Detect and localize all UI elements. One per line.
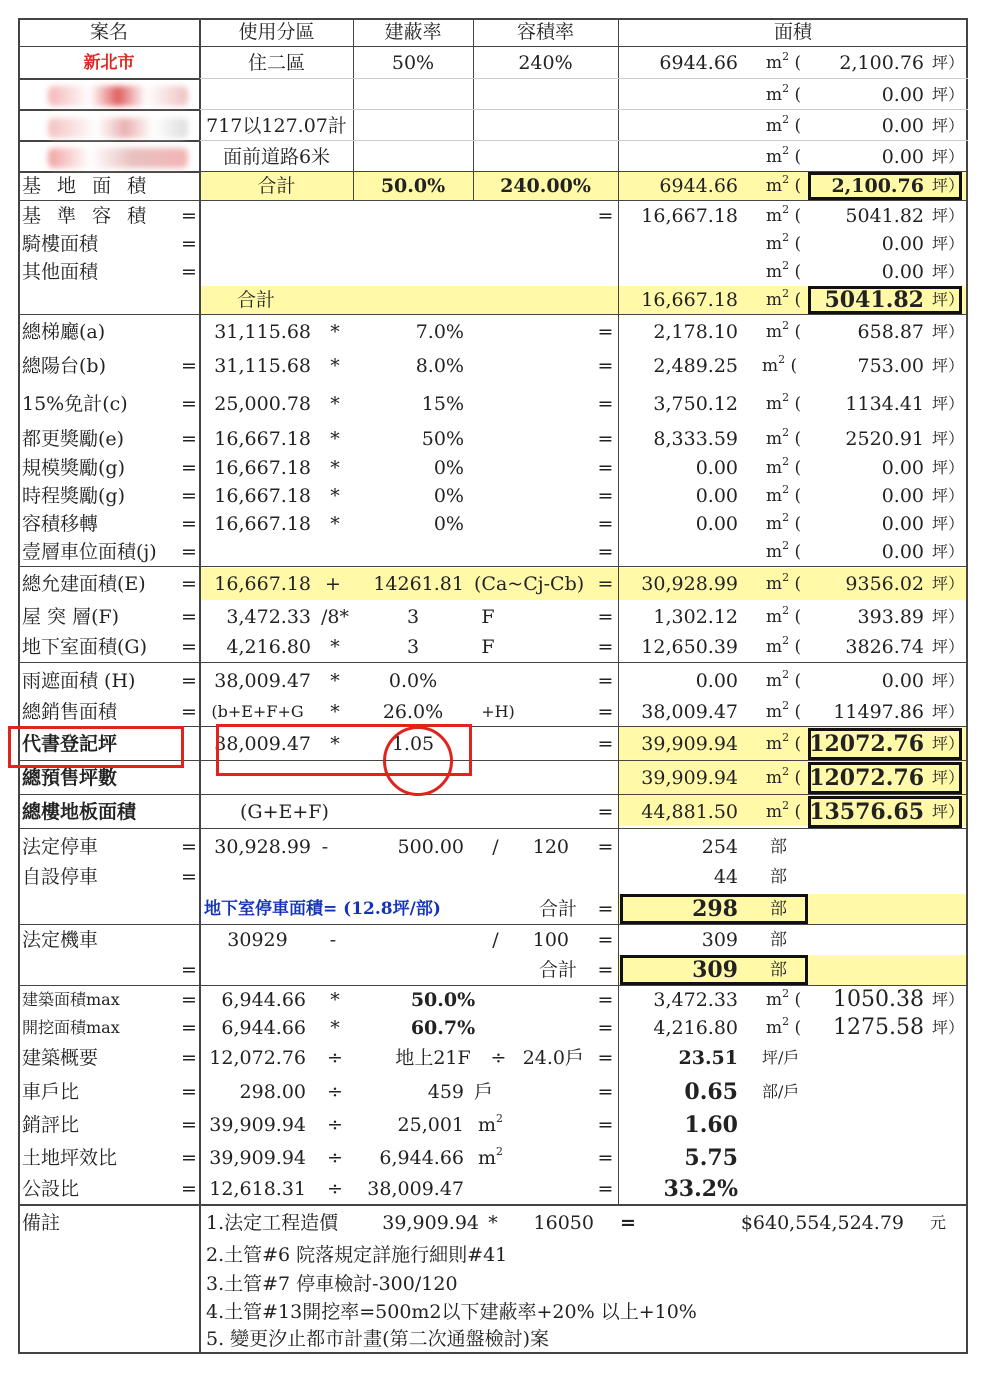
total-floor-m2: 30,928.99 (641, 572, 738, 595)
site-area-m2: 6944.66 (659, 51, 738, 74)
roof-base: 3,472.33 (226, 605, 311, 628)
unit-ping: 坪） (932, 356, 965, 375)
building-area-row: 建築面積max = 6,944.66 * 50.0% = 3,472.33 m 2 ( 1050.38 坪） (18, 986, 968, 1014)
canopy-label: 雨遮面積 (H) (22, 669, 136, 692)
parking-note: 地下室停車面積= (12.8坪/部) (204, 898, 441, 919)
building-area-m2: 3,472.33 (653, 988, 738, 1011)
site-area-ping: 2,100.76 (839, 51, 924, 74)
unit-m2: m 2 ( (766, 510, 802, 534)
public-ratio-label: 公設比 (22, 1177, 80, 1200)
bonus-row (18, 510, 968, 538)
basement-base: 4,216.80 (226, 635, 311, 658)
base-far-ping: 5041.82 (845, 204, 924, 227)
notes-row-1: 備註 1.法定工程造價 39,909.94 * 16050 = $640,554,524.79 元 (18, 1208, 968, 1238)
base-far-row: 基 準 容 積 = = 16,667.18 m 2 ( 5041.82 坪） (18, 202, 968, 230)
notes-row-4 (18, 1297, 968, 1327)
excavation-m2: 4,216.80 (653, 1016, 738, 1039)
bonus-operator (318, 538, 352, 566)
note-1-b: 16050 (533, 1211, 594, 1234)
land-eff-result: 5.75 (684, 1145, 738, 1171)
site-city: 新北市 (83, 52, 135, 73)
note-2: 2.土管#6 院落規定詳施行細則#41 (206, 1243, 508, 1266)
equals-sign: = (597, 354, 614, 377)
total-floor-base: 16,667.18 (214, 572, 311, 595)
unit-ping: 坪） (932, 322, 965, 341)
unit-ping: 坪） (932, 53, 965, 72)
sales-row: 總銷售面積 = (b+E+F+G * 26.0% +H) = 38,009.47 m 2 ( 11497.86 坪） (18, 698, 968, 726)
roof-floors: 3 (406, 605, 420, 628)
roof-ping: 393.89 (857, 605, 924, 628)
bonus-rate: 0% (433, 484, 464, 507)
parking-legal-row: 法定停車 = 30,928.99 - 500.00 / 120 = 254 部 (18, 832, 968, 862)
red-circle-rate (383, 726, 453, 796)
unit-ping: 坪） (932, 486, 965, 505)
bonus-ping: 0.00 (881, 484, 924, 507)
base-far-m2: 16,667.18 (641, 204, 738, 227)
bonus-base: 16,667.18 (214, 456, 311, 479)
header-row (18, 18, 968, 46)
car-ratio-b: 459 (427, 1080, 464, 1103)
floor-total-label: 總樓地板面積 (22, 800, 137, 823)
bonus-row (18, 348, 968, 384)
header-zoning: 使用分區 (238, 20, 315, 43)
moto-total: 309 (692, 957, 738, 983)
bonus-rate: 0% (433, 512, 464, 535)
moto-total-row: = 合計 = 309 部 (181, 957, 787, 983)
equals-sign: = (597, 427, 614, 450)
overview-c: 24.0戶 (522, 1046, 584, 1069)
bonus-ping: 753.00 (857, 354, 924, 377)
bonus-label: 規模獎勵(g) (22, 456, 125, 479)
site-area-ping-3: 0.00 (881, 114, 924, 137)
bonus-ping: 658.87 (857, 320, 924, 343)
excavation-a: 6,944.66 (221, 1016, 306, 1039)
overview-row: 建築概要 = 12,072.76 ÷ 地上21F ÷ 24.0戶 = 23.51 坪/戶 (18, 1042, 968, 1074)
building-area-b: 50.0% (410, 988, 476, 1011)
notes-row-2 (18, 1240, 968, 1270)
bonus-m2: 8,333.59 (653, 427, 738, 450)
basement-m2: 12,650.39 (641, 635, 738, 658)
overview-result: 23.51 (678, 1046, 738, 1069)
parking-total-row: 地下室停車面積= (12.8坪/部) 合計 = 298 部 (18, 894, 968, 924)
sales-ratio-a: 39,909.94 (209, 1113, 306, 1136)
proxy-row: 代書登記坪 38,009.47 * 1.05 = 39,909.94 m 2 ( 12072.76 坪） (18, 728, 968, 760)
proxy-label: 代書登記坪 (22, 732, 118, 755)
equals-sign: = (181, 427, 197, 450)
arcade-ping: 0.00 (881, 232, 924, 255)
equals-sign: = (597, 456, 614, 479)
site-zone: 住二區 (247, 51, 305, 74)
unit-ping: 坪） (932, 458, 965, 477)
overview-label: 建築概要 (22, 1046, 99, 1069)
moto-total-label: 合計 (538, 958, 577, 981)
moto-count: 309 (701, 928, 738, 951)
bonus-operator: * (330, 354, 340, 377)
bonus-rate: 0% (433, 456, 464, 479)
building-area-a: 6,944.66 (221, 988, 306, 1011)
land-total-row: 基 地 面 積 合計 50.0% 240.00% 6944.66 m 2 ( 2,100.76 坪） (18, 172, 968, 200)
note-4: 4.土管#13開挖率=500m2以下建蔽率+20% 以上+10% (206, 1300, 697, 1323)
unit-m2: m 2 ( (766, 425, 802, 449)
header-case-name: 案名 (89, 20, 128, 43)
presale-ping: 12072.76 (809, 765, 924, 791)
proxy-rate: 1.05 (391, 732, 435, 755)
floor-total-m2: 44,881.50 (641, 800, 738, 823)
parking-total: 298 (692, 896, 738, 922)
bonus-m2: 0.00 (695, 484, 738, 507)
parking-total-label: 合計 (538, 897, 577, 920)
sales-label: 總銷售面積 (22, 700, 118, 723)
bonus-rate: 15% (421, 392, 464, 415)
site-far: 240% (518, 51, 573, 74)
basement-ping: 3826.74 (845, 635, 924, 658)
notes-row-3 (18, 1269, 968, 1299)
sales-ratio-result: 1.60 (684, 1112, 738, 1138)
total-floor-formula: (Ca~Cj-Cb) (474, 572, 585, 595)
basement-floors: 3 (406, 635, 420, 658)
equals-sign: = (181, 484, 197, 507)
bonus-rate: 50% (421, 427, 464, 450)
site-road-note: 面前道路6米 (222, 145, 331, 168)
bonus-rate (368, 538, 468, 566)
base-total-label: 合計 (237, 288, 276, 311)
excavation-ping: 1275.58 (833, 1015, 924, 1040)
land-eff-row: 土地坪效比 = 39,909.94 ÷ 6,944.66 m 2 = 5.75 (18, 1142, 968, 1174)
roof-m2: 1,302.12 (653, 605, 738, 628)
parking-legal-count: 254 (701, 835, 738, 858)
land-eff-b: 6,944.66 (379, 1146, 464, 1169)
presale-label: 總預售坪數 (22, 766, 118, 789)
base-far-label: 基 準 容 積 (22, 204, 152, 227)
bonus-m2 (618, 538, 742, 566)
header-area: 面積 (773, 20, 812, 43)
equals-sign: = (597, 484, 614, 507)
sales-m2: 38,009.47 (641, 700, 738, 723)
sales-ping: 11497.86 (833, 700, 924, 723)
total-floor-extra: 14261.81 (373, 572, 464, 595)
building-area-label: 建築面積max (22, 990, 120, 1009)
canopy-row: 雨遮面積 (H) = 38,009.47 * 0.0% = 0.00 m 2 ( 0.00 坪） (18, 666, 968, 696)
site-row-3: 717以127.07計 m 2 ( 0.00 坪） (18, 111, 968, 141)
note-3: 3.土管#7 停車檢討-300/120 (206, 1272, 458, 1295)
unit-ping: 坪） (932, 394, 965, 413)
site-row-4: 面前道路6米 m 2 ( 0.00 坪） (18, 142, 968, 172)
floor-total-ping: 13576.65 (809, 799, 924, 825)
equals-sign: = (597, 540, 614, 563)
car-ratio-label: 車戶比 (22, 1080, 80, 1103)
equals-sign: = (597, 392, 614, 415)
bonus-operator: * (330, 484, 340, 507)
total-floor-row: 總允建面積(E) = 16,667.18 + 14261.81 (Ca~Cj-Cb) = 30,928.99 m 2 ( 9356.02 坪） (18, 568, 968, 600)
land-label: 基 地 面 積 (22, 174, 152, 197)
car-ratio-a: 298.00 (239, 1080, 306, 1103)
arcade-label: 騎樓面積 (22, 232, 99, 255)
basement-row: 地下室面積(G) = 4,216.80 * 3 F = 12,650.39 m 2 ( 3826.74 坪） (18, 632, 968, 662)
car-ratio-row: 車戶比 = 298.00 ÷ 459 戶 = 0.65 部/戶 (18, 1076, 968, 1108)
sales-rate: 26.0% (382, 700, 444, 723)
land-eff-a: 39,909.94 (209, 1146, 306, 1169)
unit-m2: m 2 ( (766, 390, 802, 414)
bonus-base: 31,115.68 (214, 354, 311, 377)
land-far: 240.00% (500, 174, 591, 197)
parking-legal-base: 30,928.99 (214, 835, 311, 858)
bonus-operator: * (330, 456, 340, 479)
note-1-total: $640,554,524.79 (740, 1211, 904, 1234)
zoning-calculation-sheet (18, 18, 968, 1354)
bonus-operator: * (330, 512, 340, 535)
land-eff-label: 土地坪效比 (22, 1146, 118, 1169)
bonus-row (18, 424, 968, 454)
bonus-row (18, 454, 968, 482)
equals-sign: = (597, 512, 614, 535)
bonus-row (18, 538, 968, 566)
excavation-row: 開挖面積max = 6,944.66 * 60.7% = 4,216.80 m 2 ( 1275.58 坪） (18, 1014, 968, 1042)
land-total-label: 合計 (257, 174, 296, 197)
bonus-label: 總陽台(b) (22, 354, 106, 377)
public-ratio-row: 公設比 = 12,618.31 ÷ 38,009.47 = 33.2% (18, 1174, 968, 1204)
sales-base: (b+E+F+G (211, 702, 304, 721)
excavation-label: 開挖面積max (22, 1018, 120, 1037)
bonus-ping: 0.00 (881, 540, 924, 563)
total-floor-ping: 9356.02 (845, 572, 924, 595)
bonus-label: 容積移轉 (22, 512, 99, 535)
presale-m2: 39,909.94 (641, 766, 738, 789)
site-coverage: 50% (391, 51, 435, 74)
equals-sign: = (181, 392, 197, 415)
total-floor-label: 總允建面積(E) (22, 572, 146, 595)
canopy-base: 38,009.47 (214, 669, 311, 692)
basement-label: 地下室面積(G) (22, 635, 148, 658)
bonus-label: 15%免計(c) (22, 392, 128, 415)
equals-sign: = (181, 512, 197, 535)
overview-b: 地上21F (395, 1046, 471, 1069)
unit-ping: 坪） (932, 514, 965, 533)
bonus-rate: 8.0% (415, 354, 464, 377)
sales-ratio-label: 銷評比 (22, 1113, 80, 1136)
bonus-ping: 0.00 (881, 512, 924, 535)
site-row-2: m 2 ( 0.00 坪） (18, 80, 968, 110)
note-1-a: 39,909.94 (382, 1211, 479, 1234)
excavation-b: 60.7% (410, 1016, 476, 1039)
bonus-row (18, 482, 968, 510)
parking-self-count: 44 (713, 865, 738, 888)
public-ratio-a: 12,618.31 (209, 1177, 306, 1200)
site-row-1 (18, 48, 968, 78)
unit-m2: m 2 ( (762, 352, 798, 376)
overview-a: 12,072.76 (209, 1046, 306, 1069)
bonus-label: 壹層車位面積(j) (22, 540, 157, 563)
bonus-base: 16,667.18 (214, 512, 311, 535)
bonus-label: 總梯廳(a) (22, 320, 106, 343)
unit-m2: m 2 ( (766, 49, 802, 73)
proxy-base: 38,009.47 (214, 732, 311, 755)
bonus-ping: 0.00 (881, 456, 924, 479)
header-coverage: 建蔽率 (384, 20, 442, 43)
site-lot-note: 717以127.07計 (206, 114, 347, 137)
moto-base: 30929 (227, 928, 288, 951)
presale-row: 總預售坪數 39,909.94 m 2 ( 12072.76 坪） (18, 762, 968, 794)
parking-self-label: 自設停車 (22, 865, 99, 888)
bonus-row (18, 384, 968, 424)
red-highlight-box-label (8, 726, 184, 768)
bonus-operator: * (330, 392, 340, 415)
sales-ratio-row: 銷評比 = 39,909.94 ÷ 25,001 m 2 = 1.60 (18, 1108, 968, 1142)
bonus-label: 時程獎勵(g) (22, 484, 125, 507)
car-ratio-result: 0.65 (684, 1079, 738, 1105)
bonus-rate: 7.0% (415, 320, 464, 343)
notes-label: 備註 (22, 1211, 61, 1234)
bonus-row (18, 316, 968, 348)
notes-row-5 (18, 1324, 968, 1354)
equals-sign: = (181, 354, 197, 377)
unit-m2: m 2 ( (766, 482, 802, 506)
bonus-base: 31,115.68 (214, 320, 311, 343)
other-area-label: 其他面積 (22, 260, 99, 283)
proxy-m2: 39,909.94 (641, 732, 738, 755)
building-area-ping: 1050.38 (833, 987, 924, 1012)
floor-total-row: 總樓地板面積 (G+E+F) = 44,881.50 m 2 ( 13576.65 坪） (18, 796, 968, 828)
moto-per: 100 (532, 928, 569, 951)
roof-row: 屋 突 層(F) = 3,472.33 /8* 3 F = 1,302.12 m 2 ( 393.89 坪） (18, 602, 968, 632)
redacted-lot (48, 118, 188, 138)
parking-legal-label: 法定停車 (22, 835, 99, 858)
base-total-row: 合計 16,667.18 m 2 ( 5041.82 坪） (18, 286, 968, 314)
land-coverage: 50.0% (380, 174, 446, 197)
bonus-m2: 3,750.12 (653, 392, 738, 415)
bonus-label: 都更獎勵(e) (22, 427, 125, 450)
bonus-base: 16,667.18 (214, 484, 311, 507)
unit-m2: m 2 ( (766, 538, 802, 562)
bonus-ping: 1134.41 (845, 392, 924, 415)
site-area-ping-2: 0.00 (881, 83, 924, 106)
parking-legal-sub: 500.00 (397, 835, 464, 858)
proxy-ping: 12072.76 (809, 731, 924, 757)
other-area-ping: 0.00 (881, 260, 924, 283)
canopy-m2: 0.00 (695, 669, 738, 692)
redacted-section (48, 148, 188, 168)
canopy-ping: 0.00 (881, 669, 924, 692)
unit-m2: m 2 ( (766, 454, 802, 478)
arcade-row: 騎樓面積 = m 2 ( 0.00 坪） (18, 230, 968, 258)
bonus-m2: 2,489.25 (653, 354, 738, 377)
equals-sign: = (181, 540, 197, 563)
bonus-ping: 2520.91 (845, 427, 924, 450)
unit-ping: 坪） (932, 429, 965, 448)
equals-sign: = (181, 456, 197, 479)
land-area-m2: 6944.66 (659, 174, 738, 197)
bonus-base: 25,000.78 (214, 392, 311, 415)
base-total-ping: 5041.82 (824, 287, 924, 313)
unit-ping: 坪） (932, 542, 965, 561)
bonus-m2: 0.00 (695, 456, 738, 479)
bonus-base: 16,667.18 (214, 427, 311, 450)
public-ratio-result: 33.2% (663, 1176, 738, 1202)
note-1-text: 1.法定工程造價 (206, 1211, 339, 1234)
roof-label: 屋 突 層(F) (22, 605, 120, 628)
moto-label: 法定機車 (22, 928, 99, 951)
parking-self-row: 自設停車 = 44 部 (18, 862, 968, 892)
public-ratio-b: 38,009.47 (367, 1177, 464, 1200)
moto-row: 法定機車 30929 - / 100 = 309 部 (18, 925, 968, 955)
redacted-address (48, 86, 188, 106)
sales-ratio-b: 25,001 (397, 1113, 464, 1136)
parking-legal-per: 120 (532, 835, 569, 858)
other-area-row: 其他面積 = m 2 ( 0.00 坪） (18, 258, 968, 286)
equals-sign (178, 316, 200, 348)
bonus-operator: * (330, 320, 340, 343)
equals-sign: = (597, 320, 614, 343)
floor-total-formula: (G+E+F) (240, 800, 329, 823)
bonus-m2: 2,178.10 (653, 320, 738, 343)
note-5: 5. 變更汐止都市計畫(第二次通盤檢討)案 (206, 1327, 549, 1350)
site-area-ping-4: 0.00 (881, 145, 924, 168)
bonus-operator: * (330, 427, 340, 450)
canopy-rate: 0.0% (388, 669, 438, 692)
land-area-ping: 2,100.76 (831, 174, 924, 197)
base-total-m2: 16,667.18 (641, 288, 738, 311)
bonus-m2: 0.00 (695, 512, 738, 535)
bonus-base (200, 538, 315, 566)
header-far: 容積率 (516, 20, 574, 43)
unit-m2: m 2 ( (766, 318, 802, 342)
